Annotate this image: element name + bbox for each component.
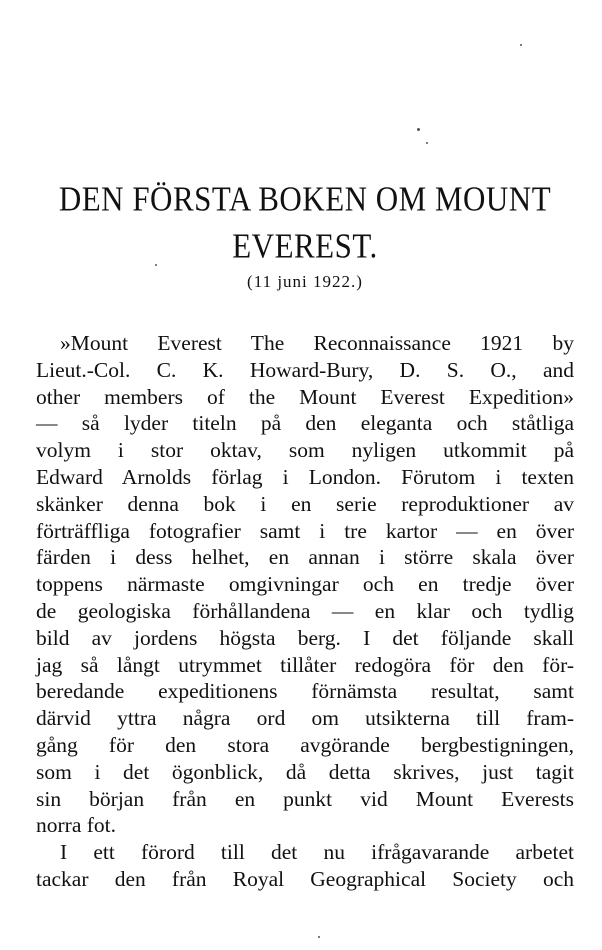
paper-speck bbox=[520, 44, 522, 46]
paper-speck bbox=[426, 142, 428, 144]
body-text bbox=[36, 330, 574, 893]
text-line: färden i dess helhet, en annan i större skala över bbox=[36, 545, 574, 570]
paragraph bbox=[36, 330, 574, 839]
text-line: som i det ögonblick, då detta skrives, just tagit bbox=[36, 759, 574, 784]
text-line: bild av jordens högsta berg. I det följande skall bbox=[36, 625, 574, 650]
text-line: — så lyder titeln på den eleganta och ståtliga bbox=[36, 411, 574, 436]
text-line: tackar den från Royal Geographical Society och bbox=[36, 866, 574, 891]
text-line: »Mount Everest The Reconnaissance 1921 by bbox=[60, 331, 574, 355]
paper-speck bbox=[417, 128, 420, 131]
text-line: Lieut.-Col. C. K. Howard-Bury, D. S. O., and bbox=[36, 357, 574, 382]
text-line: sin början från en punkt vid Mount Everests bbox=[36, 786, 574, 811]
text-line: volym i stor oktav, som nyligen utkommit på bbox=[36, 438, 574, 463]
chapter-title-line-1: DEN FÖRSTA BOKEN OM MOUNT bbox=[58, 179, 552, 219]
text-line: därvid yttra några ord om utsikterna till fram- bbox=[36, 706, 574, 731]
text-line: toppens närmaste omgivningar och en tredje över bbox=[36, 572, 574, 597]
text-line: de geologiska förhållandena — en klar och tydlig bbox=[36, 598, 574, 623]
paper-speck bbox=[318, 936, 320, 938]
chapter-title-line-2: EVEREST. bbox=[232, 226, 378, 266]
text-line: I ett förord till det nu ifrågavarande arbetet bbox=[60, 840, 574, 865]
text-line: skänker denna bok i en serie reproduktioner av bbox=[36, 491, 574, 516]
text-line: beredande expeditionens förnämsta resultat, samt bbox=[36, 679, 574, 704]
paragraph bbox=[36, 839, 574, 893]
text-line: other members of the Mount Everest Expedition» bbox=[36, 384, 574, 409]
text-line: norra fot. bbox=[36, 813, 116, 838]
text-line: förträffliga fotografier samt i tre kartor — en över bbox=[36, 518, 574, 543]
text-line: jag så långt utrymmet tillåter redogöra för den för- bbox=[36, 652, 574, 677]
text-line: Edward Arnolds förlag i London. Förutom i texten bbox=[36, 464, 574, 489]
chapter-date: (11 juni 1922.) bbox=[247, 272, 363, 291]
text-line: gång för den stora avgörande bergbestigningen, bbox=[36, 732, 574, 757]
